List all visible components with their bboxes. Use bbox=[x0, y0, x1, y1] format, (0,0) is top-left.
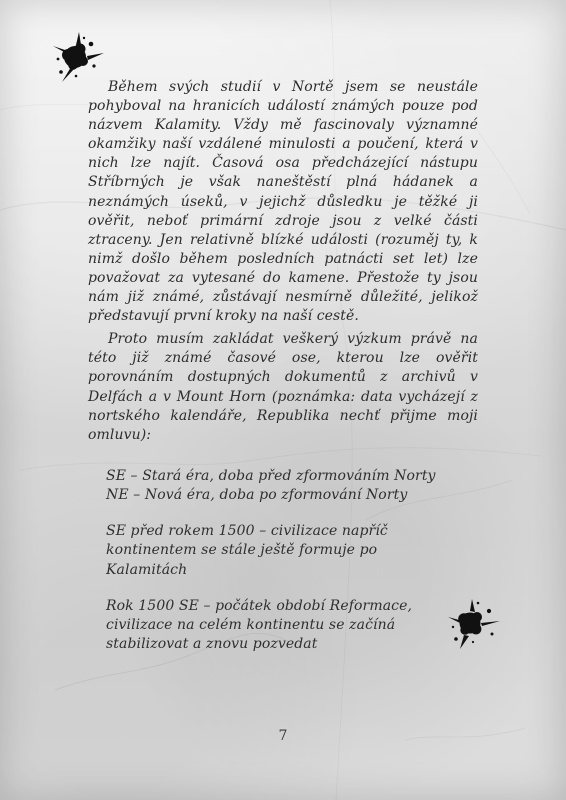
paragraph-1: Během svých studií v Nortě jsem se neustále pohyboval na hranicích událostí známých pouze pod názvem Kalamity. Vždy mě fascinovaly významné okamžiky naší vzdálené minulosti a poučení, která v nich lze najít. Časová osa předcházející nástupu Stříbrných je však naneštěstí plná hádanek a neznámých úseků, v jejichž důsledku je těžké ji ověřit, neboť primární zdroje jsou z velké části ztraceny. Jen relativně blízké události (rozuměj ty, k nimž došlo během posledních patnácti set let) lze považovat za vytesané do kamene. Přestože ty jsou nám již známé, zůstávají nesmírně důležité, jelikož představují první kroky na naší cestě. bbox=[88, 79, 478, 325]
page-number: 7 bbox=[278, 728, 288, 744]
timeline-block-1: SE – Stará éra, doba před zformováním Norty NE – Nová éra, doba po zformování Norty bbox=[106, 467, 436, 503]
paragraph-2: Proto musím zakládat veškerý výzkum právě na této již známé časové ose, kterou lze ověřit porovnáním dostupných dokumentů z archivů v Delfách a v Mount Horn (poznámka: data vycházejí z nortského kalendáře, Republika nechť přijme moji omluvu): bbox=[88, 331, 478, 443]
timeline-block-2: SE před rokem 1500 – civilizace napříč kontinentem se stále ještě formuje po Kalamitách bbox=[106, 523, 388, 578]
timeline-block-3: Rok 1500 SE – počátek období Reformace, civilizace na celém kontinentu se začíná stabilizovat a znovu pozvedat bbox=[106, 597, 413, 653]
main-text bbox=[88, 78, 478, 671]
paper-crack-5 bbox=[470, 120, 530, 214]
timeline-list bbox=[106, 467, 436, 655]
